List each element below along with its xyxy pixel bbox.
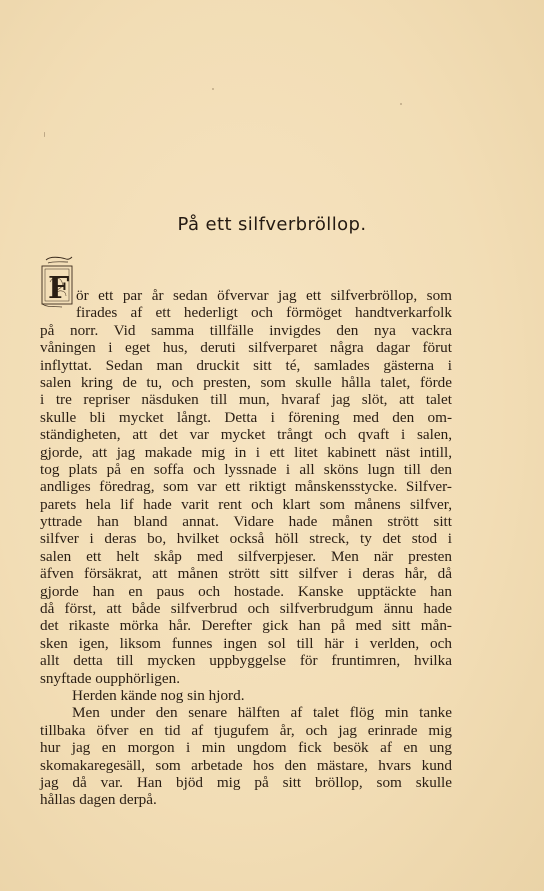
text-line: andliges föredrag, som var ett riktigt månskensstycke. Silfver- [40,478,452,496]
text-line: salen kring de tu, och presten, som skulle hålla talet, förde [40,373,452,391]
text-line: gjorde, att jag makade mig in i ett litet kabinett näst intill, [40,443,452,461]
text-line: silfver i deras bo, hvilket också höll streck, ty det stod i [40,530,452,548]
paper-speck [400,103,402,105]
text-line: det rikaste mörka hår. Derefter gick han på med sitt mån- [40,617,452,635]
text-line: ör ett par år sedan öfvervar jag ett silfverbröllop, som [76,287,452,304]
text-line: allt detta till mycken uppbyggelse för fruntimren, hvilka [40,652,452,670]
text-line: inflyttat. Sedan man druckit sitt té, samlades gästerna i [40,356,452,374]
text-line: firades af ett hederligt och förmöget handtverkarfolk [76,304,452,322]
text-line: äfven försäkrat, att månen strött sitt silfver i deras hår, då [40,565,452,583]
text-line: skulle bli mycket långt. Detta i förening med den om- [40,408,452,426]
text-line: parets hela lif hade varit rent och klart som månens silfver, [40,495,452,513]
text-line: ständigheten, att det var mycket trångt och qvaft i salen, [40,426,452,444]
chapter-title: På ett silfverbröllop. [177,214,367,235]
body-text [40,287,452,809]
text-line: hur jag en morgon i min ungdom fick besök af en ung [40,739,452,757]
paper-speck [212,88,214,90]
text-line: salen ett helt skåp med silfverpjeser. Men när presten [40,547,452,565]
text-line: våningen i eget hus, deruti silfverparet några dagar förut [40,339,452,357]
text-line: snyftade oupphörligen. [40,669,181,687]
text-line: yttrade han bland annat. Vidare hade månen strött sitt [40,513,452,531]
text-line: gjorde han en paus och hostade. Kanske upptäckte han [40,582,452,600]
initial-letter: F [48,271,70,306]
text-line: hållas dagen derpå. [40,791,157,809]
text-line: sken igen, liksom funnes ingen sol till här i verlden, och [40,634,452,652]
text-line: i tre repriser näsduken till mun, hvaraf jag slöt, att talet [40,391,452,409]
text-line: Herden kände nog sin hjord. [72,686,245,704]
text-line: Men under den senare hälften af talet flög min tanke [72,704,452,722]
text-line: då först, att både silfverbrud och silfverbrudgum ännu hade [40,600,452,618]
text-line: på norr. Vid samma tillfälle invigdes den nya vackra [40,321,452,339]
text-line: tog plats på en soffa och lyssnade i all sköns lugn till den [40,460,452,478]
text-line: tillbaka öfver en tid af tjugufem år, och jag erinrade mig [40,721,452,739]
text-line: jag då var. Han bjöd mig på sitt bröllop, som skulle [40,773,452,791]
text-line: skomakaregesäll, som arbetade hos den mästare, hvars kund [40,756,452,774]
paper-speck [44,132,45,137]
